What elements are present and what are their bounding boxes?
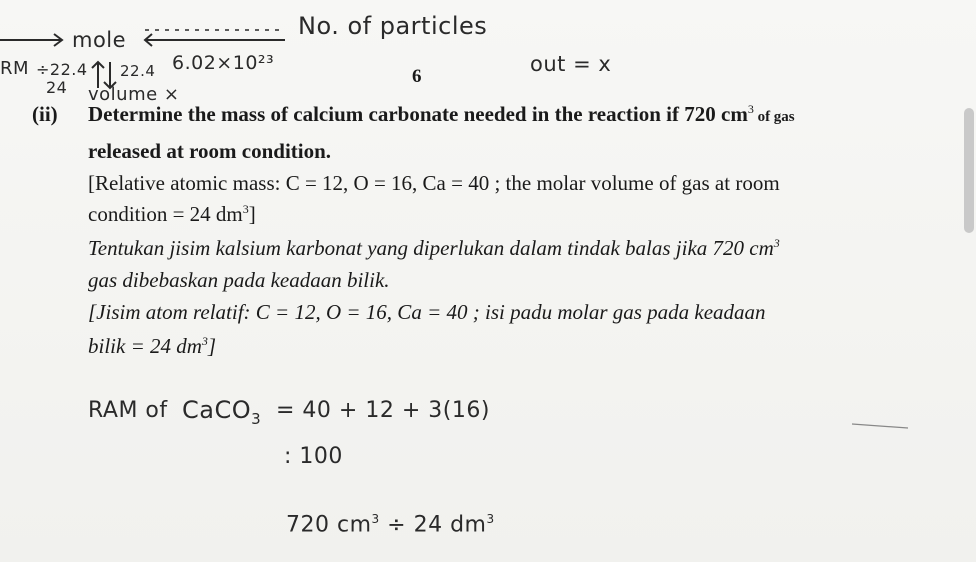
malay-line-2: gas dibebaskan pada keadaan bilik. xyxy=(88,268,390,292)
note-rm: RM xyxy=(0,58,30,79)
malay-line-4: bilik = 24 $dm^3$] xyxy=(88,334,217,358)
note-avogadro: 6.02×10²³ xyxy=(172,52,275,74)
note-div224-right: 22.4 xyxy=(120,62,156,80)
working-ram-label: RAM of xyxy=(88,398,168,423)
working-formula: CaCO$_3$ xyxy=(182,396,262,428)
working-volume-division: 720 $cm^3 \div 24$ $dm^3$ xyxy=(286,512,495,538)
question-line-3: [Relative atomic mass: C = 12, O = 16, Ca = 40 ; the molar volume of gas at room xyxy=(88,171,780,195)
note-out: out = x xyxy=(530,52,612,76)
note-particles: No. of particles xyxy=(298,12,488,40)
stray-pencil-mark xyxy=(852,424,908,428)
working-ram-result: : 100 xyxy=(284,444,343,469)
note-24: 24 xyxy=(46,78,68,97)
scrollbar-thumb[interactable] xyxy=(964,108,974,233)
page-number: 6 xyxy=(412,66,422,87)
note-mole: mole xyxy=(72,28,127,52)
working-ram-expression: = 40 + 12 + 3(16) xyxy=(276,398,490,423)
question-line-1: Determine the mass of calcium carbonate needed in the reaction if 720 $cm^3$ of gas xyxy=(88,102,795,126)
note-div224: ÷22.4 xyxy=(36,60,88,79)
malay-line-1: Tentukan jisim kalsium karbonat yang diperlukan dalam tindak balas jika 720 $cm^3$ xyxy=(88,236,780,260)
question-line-2: released at room condition. xyxy=(88,139,332,163)
note-volume: volume × xyxy=(88,84,180,105)
question-number: (ii) xyxy=(32,102,58,126)
malay-line-3: [Jisim atom relatif: C = 12, O = 16, Ca = 40 ; isi padu molar gas pada keadaan xyxy=(88,300,766,324)
question-line-4: condition = 24 $dm^3$] xyxy=(88,202,256,226)
